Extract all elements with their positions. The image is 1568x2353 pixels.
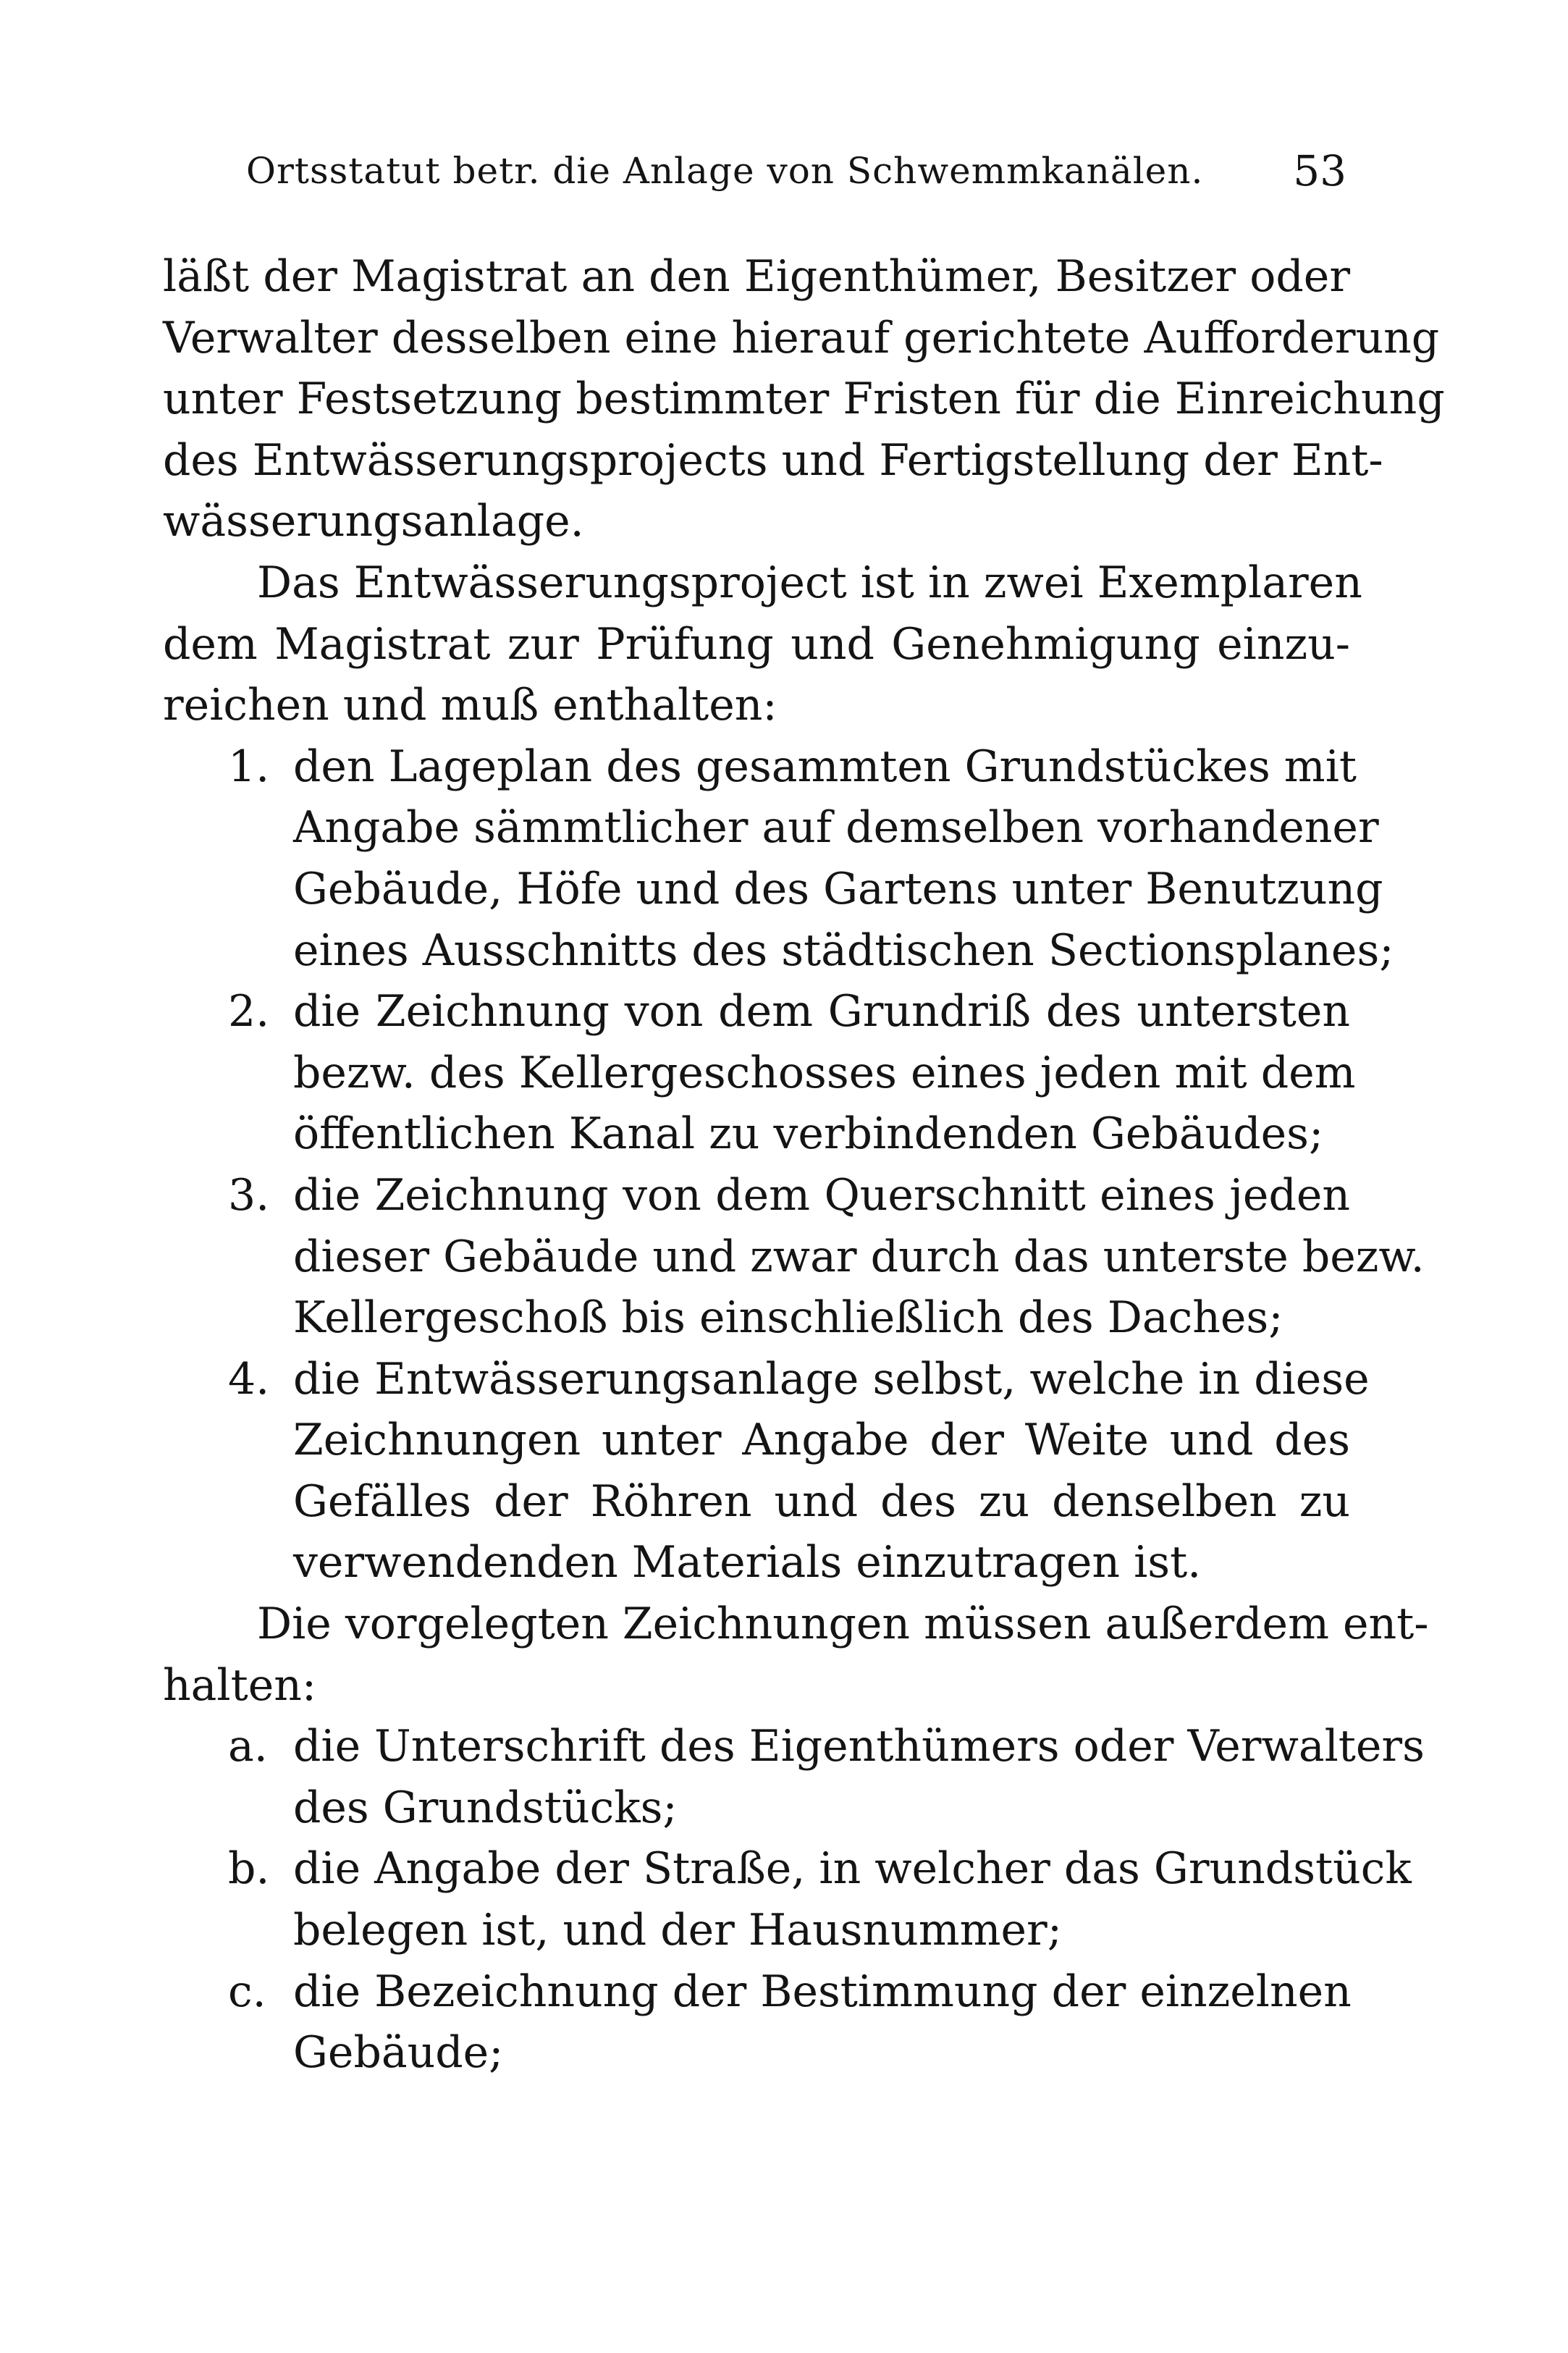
text-line: halten: xyxy=(163,1659,317,1711)
item-text: die Zeichnung von dem Querschnitt eines jeden xyxy=(293,1169,1350,1221)
text-line xyxy=(163,981,1350,1043)
text-line: dieser Gebäude und zwar durch das unterste bezw. xyxy=(293,1231,1425,1282)
text-line: Zeichnungen unter Angabe der Weite und des xyxy=(293,1415,1350,1466)
text-line: dem Magistrat zur Prüfung und Genehmigung einzu- xyxy=(163,618,1350,670)
item-marker: 3. xyxy=(228,1169,270,1221)
item-text: den Lageplan des gesammten Grundstückes mit xyxy=(293,741,1357,792)
list-item xyxy=(163,1716,1425,1838)
text-line: belegen ist, und der Hausnummer; xyxy=(293,1905,1062,1956)
item-marker: c. xyxy=(228,1966,266,2017)
text-line: Gefälles der Röhren und des zu denselben zu xyxy=(293,1476,1350,1527)
text-line: wässerungsanlage. xyxy=(163,496,584,547)
list-item xyxy=(163,981,1356,1165)
drawings-paragraph xyxy=(163,1594,1429,1716)
text-line: Angabe sämmtlicher auf demselben vorhandener xyxy=(293,802,1379,854)
item-text: die Zeichnung von dem Grundriß des untersten xyxy=(293,986,1350,1037)
item-text: die Bezeichnung der Bestimmung der einzelnen xyxy=(293,1966,1352,2017)
text-line: öffentlichen Kanal zu verbindenden Gebäudes; xyxy=(293,1108,1324,1160)
item-text: die Unterschrift des Eigenthümers oder Verwalters xyxy=(293,1721,1425,1772)
page-number: 53 xyxy=(1293,146,1346,195)
item-marker: 4. xyxy=(228,1353,270,1405)
text-line: Verwalter desselben eine hierauf gerichtete Aufforderung xyxy=(163,312,1440,363)
list-item xyxy=(163,1961,1350,2084)
project-paragraph xyxy=(163,552,1362,736)
item-marker: a. xyxy=(228,1721,268,1772)
list-item xyxy=(163,1838,1412,1961)
text-line: reichen und muß enthalten: xyxy=(163,680,777,731)
text-line: läßt der Magistrat an den Eigenthümer, Besitzer oder xyxy=(163,251,1350,302)
list-item xyxy=(163,1349,1370,1594)
text-line: Gebäude; xyxy=(293,2027,504,2079)
running-header xyxy=(246,142,1346,200)
numbered-list xyxy=(163,736,1425,1594)
text-line xyxy=(163,1961,1350,2023)
text-line xyxy=(163,736,1357,798)
text-line xyxy=(163,1838,1412,1900)
item-text: die Entwässerungsanlage selbst, welche in diese xyxy=(293,1353,1370,1405)
text-line: des Grundstücks; xyxy=(293,1782,678,1833)
text-line xyxy=(163,1349,1370,1410)
running-title: Ortsstatut betr. die Anlage von Schwemmkanälen. xyxy=(246,150,1204,192)
text-line xyxy=(163,1716,1425,1777)
item-marker: 2. xyxy=(228,986,270,1037)
text-line: des Entwässerungsprojects und Fertigstellung der Ent- xyxy=(163,434,1383,486)
text-line: Gebäude, Höfe und des Gartens unter Benutzung xyxy=(293,863,1383,914)
item-marker: 1. xyxy=(228,741,270,792)
text-line: eines Ausschnitts des städtischen Sectionsplanes; xyxy=(293,925,1394,976)
lettered-list xyxy=(163,1716,1425,2084)
text-line: unter Festsetzung bestimmter Fristen für die Einreichung xyxy=(163,374,1445,425)
intro-paragraph xyxy=(163,246,1445,552)
item-text: die Angabe der Straße, in welcher das Grundstück xyxy=(293,1843,1412,1895)
item-marker: b. xyxy=(228,1843,270,1895)
text-line xyxy=(163,1165,1350,1226)
text-line: Die vorgelegten Zeichnungen müssen außerdem ent- xyxy=(257,1599,1429,1650)
text-line: Kellergeschoß bis einschließlich des Daches; xyxy=(293,1292,1284,1344)
text-line: verwendenden Materials einzutragen ist. xyxy=(293,1537,1202,1588)
list-item xyxy=(163,736,1394,981)
list-item xyxy=(163,1165,1425,1349)
body-text xyxy=(163,246,1445,2084)
text-line: Das Entwässerungsproject ist in zwei Exemplaren xyxy=(257,557,1362,608)
text-line: bezw. des Kellergeschosses eines jeden mit dem xyxy=(293,1047,1356,1098)
